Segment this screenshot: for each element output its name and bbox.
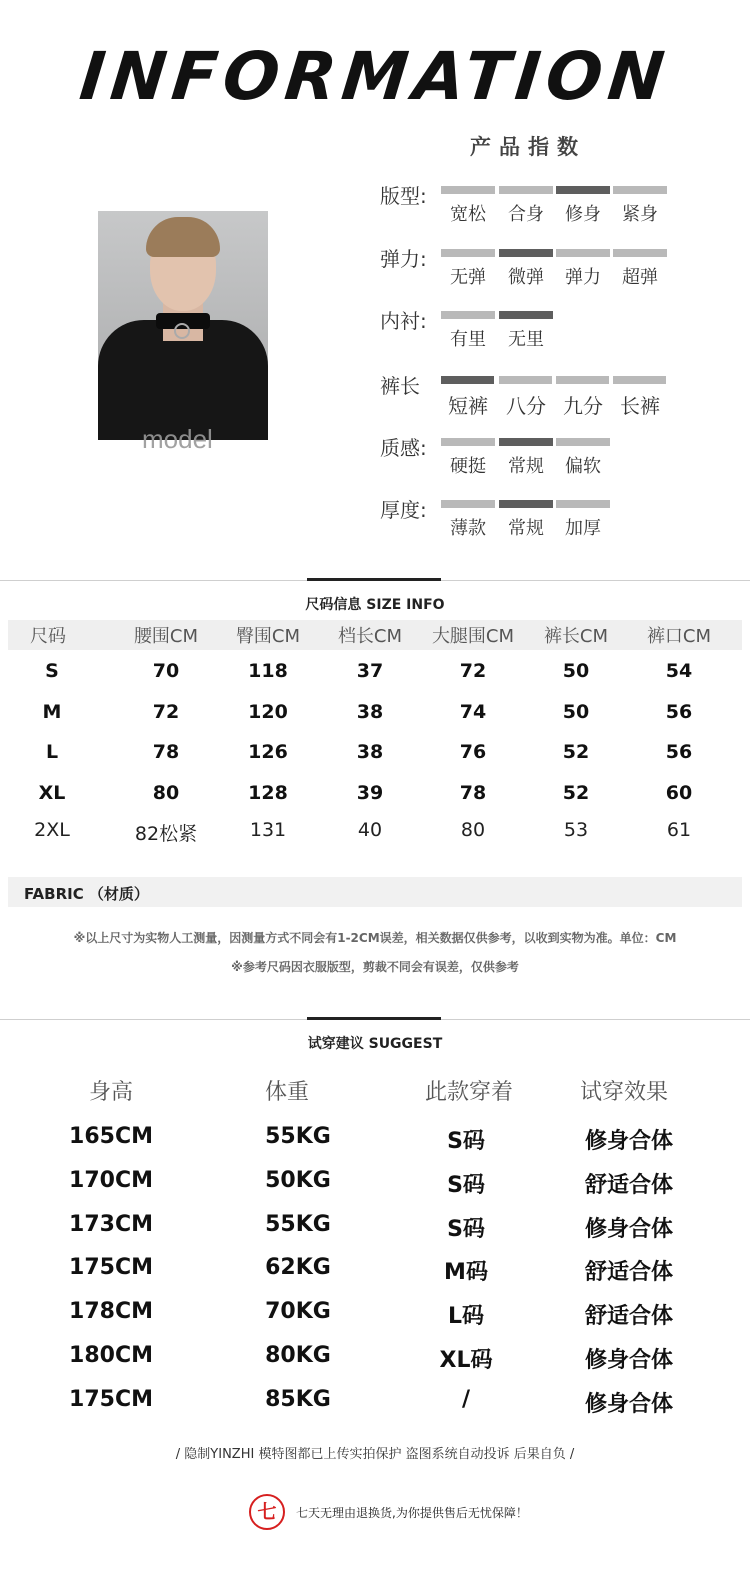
suggest-cell: 舒适合体 (584, 1172, 673, 1198)
index-option: 宽松 (450, 204, 486, 225)
index-option: 超弹 (622, 267, 658, 288)
index-option: 长裤 (620, 394, 660, 418)
index-option: 常规 (508, 456, 544, 477)
index-bar (441, 311, 495, 319)
size-cell: 80 (460, 819, 486, 841)
suggest-cell: 修身合体 (584, 1216, 673, 1242)
size-cell: S (45, 660, 59, 682)
index-option: 有里 (450, 329, 486, 350)
index-option: 加厚 (565, 518, 601, 539)
suggest-cell: S码 (447, 1172, 485, 1198)
size-cell: 52 (562, 782, 590, 804)
suggest-cell: 80KG (265, 1343, 331, 1368)
index-bar (613, 186, 667, 194)
size-cell: 56 (665, 701, 693, 723)
index-option: 无弹 (450, 267, 486, 288)
index-bar (556, 186, 610, 194)
suggest-cell: 修身合体 (584, 1391, 673, 1417)
index-option: 八分 (506, 394, 546, 418)
suggest-cell: 173CM (69, 1211, 153, 1237)
size-cell: 56 (665, 741, 693, 763)
size-column-header: 裤口CM (646, 626, 712, 647)
index-option: 紧身 (622, 204, 658, 225)
index-option: 短裤 (448, 394, 488, 418)
suggest-cell: L码 (447, 1304, 485, 1330)
index-bar (499, 500, 553, 508)
index-option: 合身 (508, 204, 544, 225)
size-cell: 50 (562, 660, 590, 682)
copyright-notice: / 隐制YINZHI 模特图都已上传实拍保护 盗图系统自动投诉 后果自负 / (175, 1447, 575, 1462)
suggest-column-header: 体重 (264, 1080, 309, 1105)
suggest-cell: 修身合体 (584, 1348, 673, 1373)
size-cell: 39 (356, 782, 384, 804)
index-label: 裤长 (380, 374, 420, 398)
suggest-cell: 70KG (265, 1299, 331, 1325)
index-bar (499, 311, 553, 319)
index-bar (556, 438, 610, 446)
size-column-header: 尺码 (30, 626, 66, 647)
index-option: 硬挺 (450, 456, 486, 477)
size-cell: 52 (562, 741, 590, 763)
size-cell: 38 (356, 741, 384, 763)
size-cell: 72 (152, 701, 180, 723)
page-title: INFORMATION (76, 38, 674, 115)
suggest-cell: 165CM (69, 1124, 153, 1149)
size-cell: 2XL (34, 819, 70, 841)
size-cell: 37 (356, 660, 384, 682)
suggest-cell: 55KG (265, 1124, 331, 1149)
size-column-header: 大腿围CM (431, 626, 515, 647)
size-column-header: 裤长CM (543, 626, 609, 647)
index-bar (441, 376, 494, 384)
size-cell: 82松紧 (134, 823, 198, 845)
size-cell: 131 (249, 819, 287, 841)
size-cell: 76 (459, 741, 487, 763)
size-cell: 38 (356, 701, 384, 723)
index-option: 无里 (508, 329, 544, 350)
index-bar (499, 376, 552, 384)
divider-accent (307, 578, 441, 581)
index-option: 修身 (565, 204, 601, 225)
indices-title: 产品指数 (470, 135, 586, 159)
index-bar (499, 186, 553, 194)
suggest-cell: 修身合体 (584, 1129, 673, 1154)
suggest-column-header: 此款穿着 (424, 1080, 513, 1105)
size-cell: L (45, 741, 59, 763)
suggest-column-header: 试穿效果 (579, 1080, 668, 1105)
size-column-header: 腰围CM (133, 626, 199, 647)
size-info-heading: 尺码信息 SIZE INFO (305, 597, 445, 613)
index-bar (613, 249, 667, 257)
index-label: 内衬: (380, 309, 427, 333)
index-bar (499, 249, 553, 257)
size-cell: 118 (248, 660, 288, 682)
size-cell: 120 (248, 701, 288, 723)
suggest-cell: 舒适合体 (584, 1260, 673, 1286)
size-cell: 50 (562, 701, 590, 723)
suggest-heading: 试穿建议 SUGGEST (307, 1036, 443, 1052)
size-column-header: 臀围CM (235, 626, 301, 647)
size-cell: 54 (665, 660, 693, 682)
size-cell: 126 (248, 741, 288, 763)
suggest-cell: XL码 (439, 1348, 493, 1373)
suggest-cell: 170CM (69, 1167, 153, 1193)
index-label: 质感: (380, 436, 427, 460)
index-bar (499, 438, 553, 446)
suggest-cell: 178CM (69, 1299, 153, 1325)
index-label: 厚度: (380, 498, 427, 522)
size-column-header: 档长CM (337, 626, 403, 647)
suggest-cell: 175CM (69, 1386, 153, 1412)
index-option: 常规 (508, 518, 544, 539)
size-cell: 61 (666, 819, 692, 841)
suggest-cell: 舒适合体 (584, 1304, 673, 1330)
index-option: 九分 (563, 394, 603, 418)
suggest-cell: 85KG (265, 1386, 331, 1412)
size-cell: 72 (459, 660, 487, 682)
index-bar (441, 249, 495, 257)
suggest-cell: M码 (444, 1260, 488, 1286)
index-label: 弹力: (380, 247, 427, 271)
suggest-cell: / (461, 1386, 471, 1412)
model-photo (98, 211, 268, 440)
index-bar (441, 186, 495, 194)
size-cell: M (42, 701, 62, 723)
size-cell: 40 (357, 819, 383, 841)
index-option: 偏软 (565, 456, 601, 477)
suggest-cell: 175CM (69, 1255, 153, 1281)
size-cell: 78 (459, 782, 487, 804)
note-line-2: ※参考尺码因衣服版型，剪裁不同会有误差，仅供参考 (231, 960, 519, 974)
size-cell: 74 (459, 701, 487, 723)
note-line-1: ※以上尺寸为实物人工测量，因测量方式不同会有1-2CM误差，相关数据仅供参考，以收到实物为准。单位：CM (73, 931, 677, 945)
divider-accent (307, 1017, 441, 1020)
size-cell: 70 (152, 660, 180, 682)
size-cell: XL (38, 782, 66, 804)
model-label: model (142, 424, 213, 454)
suggest-column-header: 身高 (88, 1080, 133, 1105)
suggest-cell: S码 (447, 1129, 485, 1154)
suggest-cell: 50KG (265, 1167, 331, 1193)
index-bar (556, 500, 610, 508)
seven-day-badge: 七 (249, 1494, 285, 1530)
index-bar (441, 500, 495, 508)
suggest-cell: S码 (447, 1216, 485, 1242)
index-bar (556, 376, 609, 384)
suggest-cell: 62KG (265, 1255, 331, 1281)
index-option: 弹力 (565, 267, 601, 288)
index-option: 微弹 (508, 267, 544, 288)
index-option: 薄款 (450, 518, 486, 539)
index-bar (441, 438, 495, 446)
suggest-cell: 55KG (265, 1211, 331, 1237)
index-bar (613, 376, 666, 384)
size-cell: 80 (152, 782, 180, 804)
size-cell: 78 (152, 741, 180, 763)
size-cell: 53 (563, 819, 589, 841)
suggest-cell: 180CM (69, 1343, 153, 1368)
index-label: 版型: (380, 184, 427, 208)
fabric-label: FABRIC （材质） (24, 885, 149, 903)
service-notice: 七天无理由退换货,为你提供售后无忧保障！ (296, 1506, 528, 1520)
size-cell: 128 (248, 782, 288, 804)
index-bar (556, 249, 610, 257)
size-cell: 60 (665, 782, 693, 804)
